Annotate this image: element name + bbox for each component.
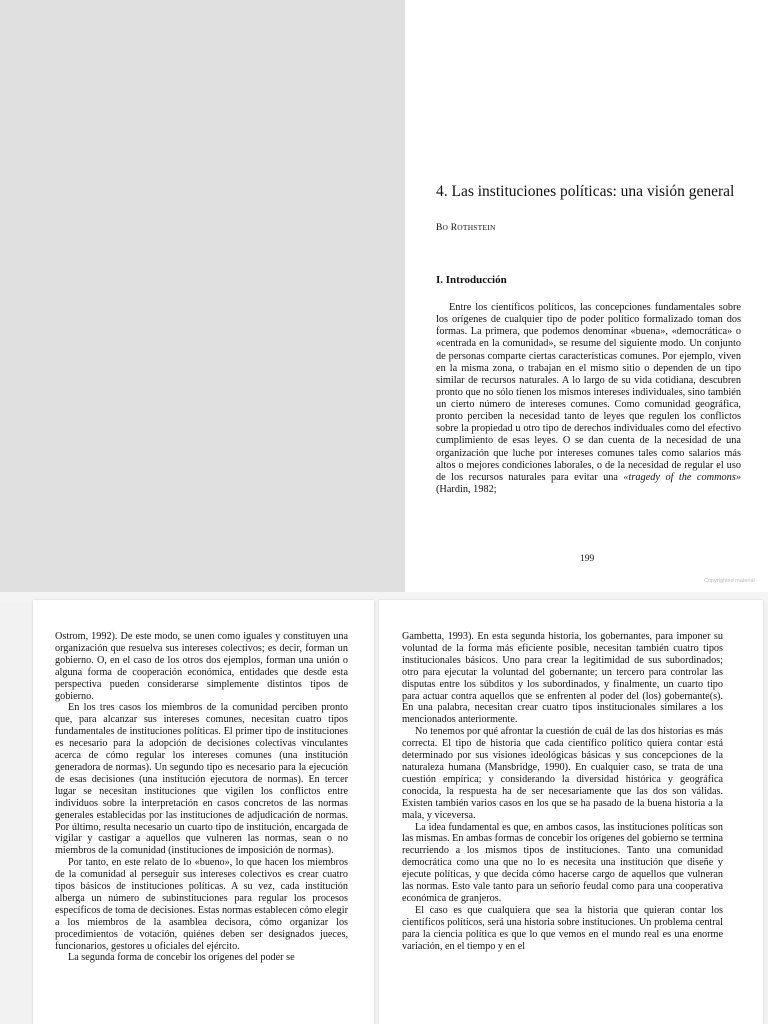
book-page-199: [405, 0, 768, 592]
left-page-text: [55, 631, 348, 964]
intro-tail: (Hardin, 1982;: [436, 483, 497, 495]
blank-gray-area: [0, 0, 405, 592]
left-paragraph: La segunda forma de concebir los orígenes del poder se: [68, 952, 295, 964]
chapter-title: 4. Las instituciones políticas: una visión general: [436, 183, 735, 200]
author-name: [436, 223, 496, 233]
intro-body: Entre los científicos políticos, las concepciones fundamentales sobre los orígenes de cualquier tipo de poder político formalizado toman dos formas. La primera, que podemos denominar «buena», «democrática» o «centrada en la comunidad», se resume del siguiente modo. Un conjunto de personas comparte ciertas características comunes. Por ejemplo, viven en la misma zona, o trabajan en el mismo sitio o dependen de un tipo similar de recursos naturales. A lo largo de su vida cotidiana, descubren pronto que no sólo tienen los mismos intereses individuales, sino también un cierto número de intereses comunes. Como comunidad geográfica, pronto perciben la necesidad tanto de leyes que regulen los conflictos sobre la propiedad u otro tipo de derechos individuales como del efectivo cumplimiento de esas leyes. O se dan cuenta de la necesidad de una organización que luche por intereses comunes tales como salarios más altos o mejores condiciones laborales, o de la necesidad de regular el uso de los recursos naturales para evitar una: [436, 302, 741, 483]
right-page-text: [402, 631, 723, 952]
author-last-initial: R: [450, 223, 458, 233]
author-last-rest: OTHSTEIN: [457, 223, 496, 232]
left-paragraph: En los tres casos los miembros de la comunidad perciben pronto que, para alcanzar sus intereses comunes, necesitan cuatro tipos fundamentales de instituciones políticas. El primer tipo de instituciones es necesario para la adopción de decisiones colectivas vinculantes acerca de cómo regular los intereses comunes (una institución generadora de normas). Un segundo tipo es necesario para la ejecución de esas decisiones (una institución ejecutora de normas). En tercer lugar se necesitan instituciones que vigilen los conflictos entre individuos sobre la interpretación en casos concretos de las normas generales establecidas por las instituciones de adjudicación de normas. Por último, resulta necesario un cuarto tipo de institución, encargada de vigilar y castigar a aquellos que vulneren las normas, sean o no miembros de la comunidad (instituciones de imposición de normas).: [55, 702, 348, 857]
intro-paragraph: [436, 302, 741, 496]
section-heading: I. Introducción: [436, 274, 507, 286]
author-initial: B: [436, 223, 443, 233]
right-paragraph: La idea fundamental es que, en ambos casos, las instituciones políticas son las mismas. En ambas formas de concebir los orígenes del gobierno se termina recurriendo a los mismos tipos de instituciones. Tanto una comunidad democrática como una que no lo es necesita una institución que diseñe y ejecute políticas, y que decida cómo hacerse cargo de aquellos que vulneran las normas. Esto vale tanto para un señorío feudal como para una cooperativa económica de granjeros.: [402, 821, 723, 904]
right-paragraph: Gambetta, 1993). En esta segunda historia, los gobernantes, para imponer su voluntad de la forma más eficiente posible, necesitan también cuatro tipos institucionales básicos. Uno para crear la legitimidad de sus subordinados; otro para ejecutar la voluntad del gobernante; un tercero para controlar las disputas entre los súbditos y los subordinados, y finalmente, un cuarto tipo para actuar contra aquellos que se enfrenten al poder del (los) gobernante(s). En una palabra, necesitan crear cuatro tipos institucionales similares a los mencionados anteriormente.: [402, 631, 723, 726]
right-paragraph: No tenemos por qué afrontar la cuestión de cuál de las dos historias es más correcta. El tipo de historia que cada científico político quiera contar está determinado por sus visiones ideológicas básicas y sus concepciones de la naturaleza humana (Mansbridge, 1990). En cualquier caso, se trata de una cuestión empírica; y considerando la diversidad histórica y geográfica conocida, la respuesta ha de ser necesariamente que las dos son válidas. Existen también varios casos en los que se ha pasado de la buena historia a la mala, y viceversa.: [402, 726, 723, 821]
right-paragraph: El caso es que cualquiera que sea la historia que quieran contar los científicos políticos, será una historia sobre instituciones. Un problema central para la ciencia política es que lo que vemos en el mundo real es una enorme variación, en el tiempo y en el: [402, 904, 723, 952]
left-paragraph: Por tanto, en este relato de lo «bueno», lo que hacen los miembros de la comunidad al perseguir sus intereses colectivos es crear cuatro tipos básicos de instituciones políticas. A su vez, cada institución alberga un número de subinstituciones para regular los procesos específicos de toma de decisiones. Estas normas establecen cómo elegir a los miembros de la asamblea decisora, cómo organizar los procedimientos de votación, quiénes deben ser designados jueces, funcionarios, gestores u oficiales del ejército.: [55, 857, 348, 952]
page-number: 199: [580, 554, 595, 564]
intro-text: [436, 302, 741, 496]
copyright-watermark: Copyrighted material: [704, 578, 755, 584]
intro-italic-term: «tragedy of the commons»: [623, 471, 741, 483]
left-paragraph: Ostrom, 1992). De este modo, se unen como iguales y constituyen una organización que resuelva sus intereses colectivos; es decir, forman un gobierno. O, en el caso de los otros dos ejemplos, forman una unión o alguna forma de cooperación económica, entidades que desde esta perspectiva pueden considerarse simplemente distintos tipos de gobierno.: [55, 631, 348, 702]
author-first-rest: O: [442, 223, 449, 232]
